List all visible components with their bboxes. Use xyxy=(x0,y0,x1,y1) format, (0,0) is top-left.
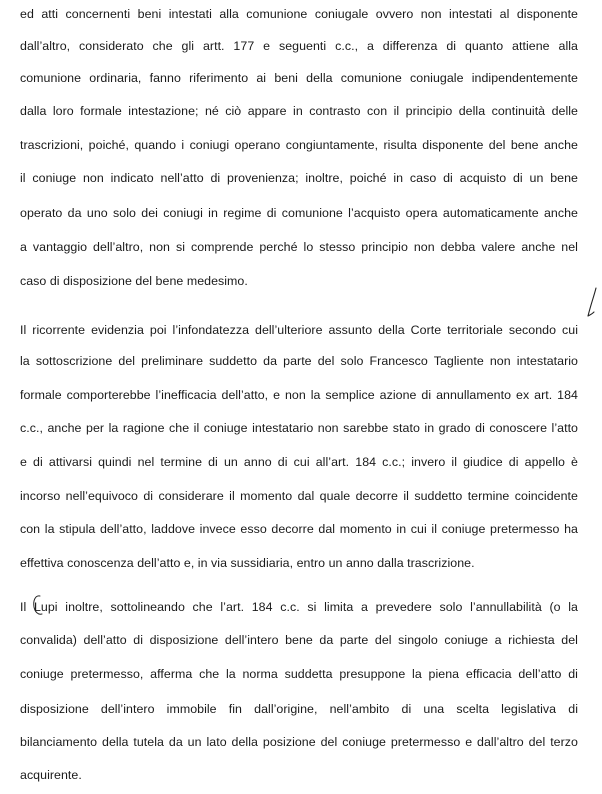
text-line: ed atti concernenti beni intestati alla comunione coniugale ovvero non intestati al disponente xyxy=(20,7,578,21)
text-line: Il Lupi inoltre, sottolineando che l’art. 184 c.c. si limita a prevedere solo l’annullabilità (o la xyxy=(20,600,578,614)
text-line: a vantaggio dell’altro, non si comprende perché lo stesso principio non debba valere anche nel xyxy=(20,240,578,254)
text-line: operato da uno solo dei coniugi in regime di comunione l’acquisto opera automaticamente anche xyxy=(20,206,578,220)
text-line: incorso nell’equivoco di considerare il momento dal quale decorre il suddetto termine coincidente xyxy=(20,489,578,503)
text-line: coniuge pretermesso, afferma che la norma suddetta presuppone la piena efficacia dell’atto di xyxy=(20,667,578,681)
handwritten-circle-mark-icon xyxy=(31,593,45,617)
text-line: formale comporterebbe l’inefficacia dell’atto, e non la semplice azione di annullamento ex art. 184 xyxy=(20,388,578,402)
text-line: la sottoscrizione del preliminare suddetto da parte del solo Francesco Tagliente non intestatario xyxy=(20,354,578,368)
text-line: e di attivarsi quindi nel termine di un anno di cui all’art. 184 c.c.; invero il giudice di appello è xyxy=(20,455,578,469)
text-line: convalida) dell’atto di disposizione dell’intero bene da parte del singolo coniuge a richiesta del xyxy=(20,633,578,647)
text-line: caso di disposizione del bene medesimo. xyxy=(20,274,248,288)
text-line: effettiva conoscenza dell’atto e, in via sussidiaria, entro un anno dalla trascrizione. xyxy=(20,556,475,570)
text-line: bilanciamento della tutela da un lato della posizione del coniuge pretermesso e dall’altro del terzo xyxy=(20,735,578,749)
text-line: dall’altro, considerato che gli artt. 177 e seguenti c.c., a differenza di quanto attiene alla xyxy=(20,39,578,53)
text-line: dalla loro formale intestazione; né ciò appare in contrasto con il principio della continuità delle xyxy=(20,104,578,118)
text-line: disposizione dell’intero immobile fin dall’origine, nell’ambito di una scelta legislativa di xyxy=(20,702,578,716)
text-line: Il ricorrente evidenzia poi l’infondatezza dell’ulteriore assunto della Corte territoriale secondo cui xyxy=(20,323,578,337)
text-line: acquirente. xyxy=(20,768,82,782)
handwritten-margin-mark-icon xyxy=(585,286,599,320)
text-line: trascrizioni, poiché, quando i coniugi operano congiuntamente, risulta disponente del bene anche xyxy=(20,138,578,152)
text-line: comunione ordinaria, fanno riferimento ai beni della comunione coniugale indipendentemente xyxy=(20,71,578,85)
text-line: con la stipula dell’atto, laddove invece esso decorre dal momento in cui il coniuge pretermesso ha xyxy=(20,522,578,536)
text-line: il coniuge non indicato nell’atto di provenienza; inoltre, poiché in caso di acquisto di un bene xyxy=(20,171,578,185)
text-line: c.c., anche per la ragione che il coniuge intestatario non sarebbe stato in grado di conoscere l’atto xyxy=(20,421,578,435)
